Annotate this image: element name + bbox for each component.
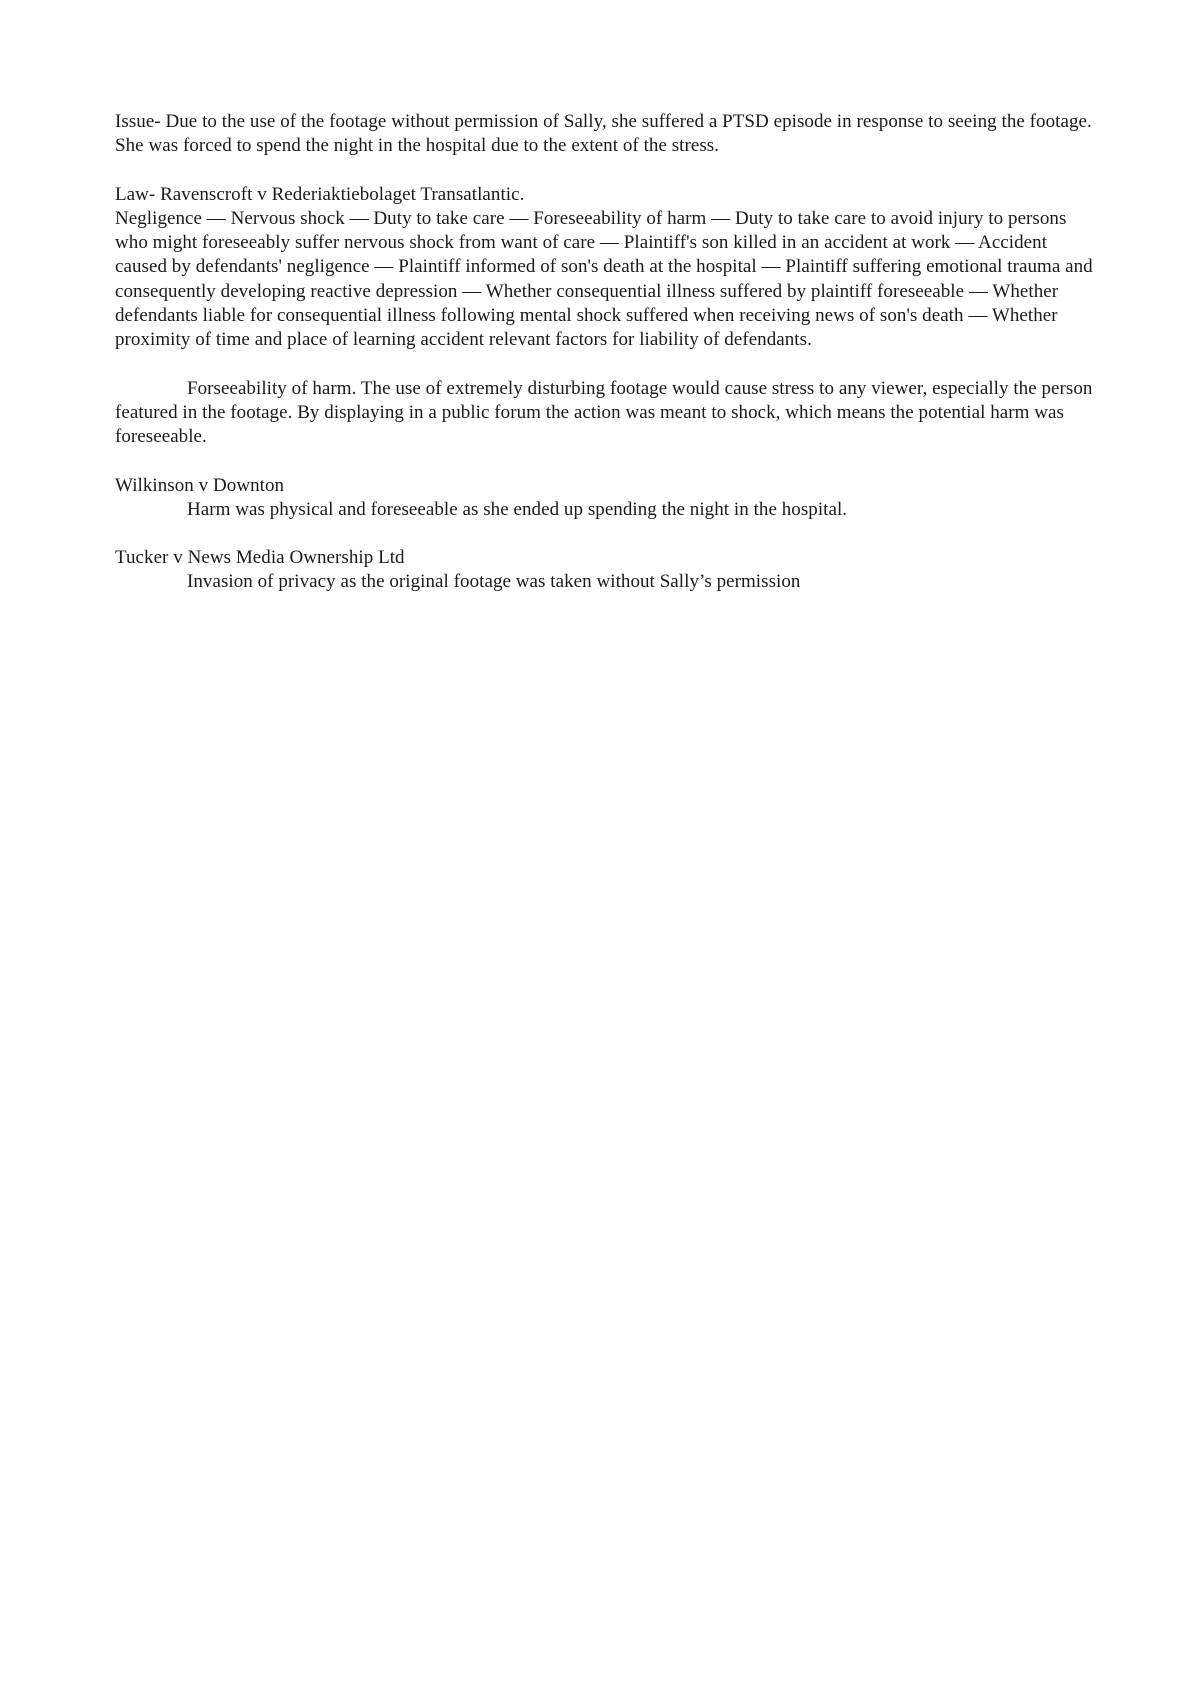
case-title-tucker: Tucker v News Media Ownership Ltd	[115, 547, 405, 569]
case-note-tucker: Invasion of privacy as the original footage was taken without Sally’s permission	[187, 571, 801, 593]
paragraph-spacer	[115, 353, 1100, 377]
case-title-wilkinson: Wilkinson v Downton	[115, 474, 285, 496]
paragraph-spacer	[115, 522, 1100, 546]
law-heading: Law- Ravenscroft v Rederiaktiebolaget Transatlantic.	[115, 183, 525, 205]
issue-paragraph: Issue- Due to the use of the footage without permission of Sally, she suffered a PTSD episode in response to seeing the footage. She was forced to spend the night in the hospital due to the extent of the stress.	[115, 111, 1092, 157]
paragraph-spacer	[115, 159, 1100, 183]
law-summary-paragraph: Negligence — Nervous shock — Duty to take care — Foreseeability of harm — Duty to take care to avoid injury to persons who might foreseeably suffer nervous shock from want of care — Plaintiff's son killed in an accident at work — Accident caused by defendants' negligence — Plaintiff informed of son's death at the hospital — Plaintiff suffering emotional trauma and consequently developing reactive depression — Whether consequential illness suffered by plaintiff foreseeable — Whether defendants liable for consequential illness following mental shock suffered when receiving news of son's death — Whether proximity of time and place of learning accident relevant factors for liability of defendants.	[115, 207, 1093, 351]
foreseeability-paragraph: Forseeability of harm. The use of extremely disturbing footage would cause stress to any viewer, especially the person featured in the footage. By displaying in a public forum the action was meant to shock, which means the potential harm was foreseeable.	[115, 377, 1093, 448]
document-page	[115, 110, 1100, 595]
paragraph-spacer	[115, 450, 1100, 474]
case-note-wilkinson: Harm was physical and foreseeable as she ended up spending the night in the hospital.	[187, 498, 848, 520]
